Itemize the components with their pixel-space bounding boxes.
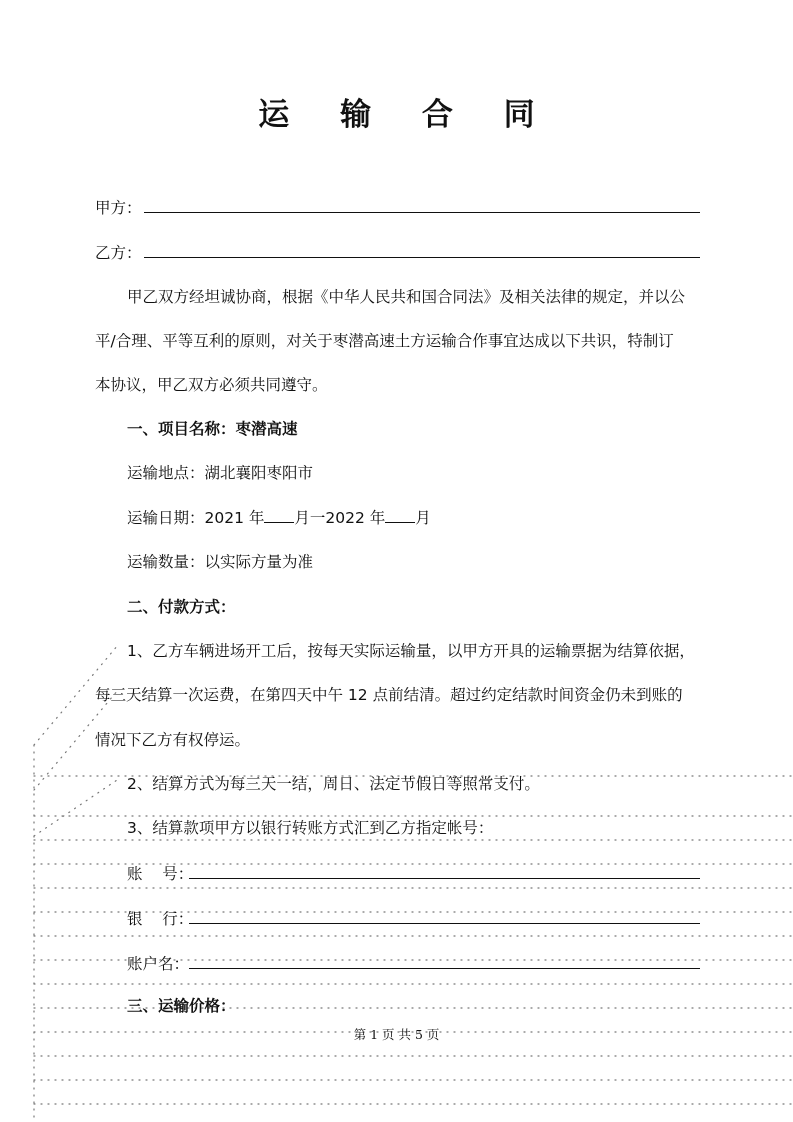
account-name-blank [189, 951, 700, 969]
payment-item-1-line-2: 每三天结算一次运费，在第四天中午 12 点前结清。超过约定结款时间资金仍未到账的 [95, 686, 683, 704]
party-b-blank [144, 240, 700, 258]
intro-line-3: 本协议，甲乙双方必须共同遵守。 [95, 376, 328, 394]
payment-item-3: 3、结算款项甲方以银行转账方式汇到乙方指定帐号： [127, 819, 494, 837]
party-a-label: 甲方： [95, 199, 142, 217]
page-number-footer: 第 1 页 共 5 页 [353, 1027, 440, 1042]
bank-blank [189, 906, 700, 924]
date-prefix: 运输日期：2021 年 [127, 509, 265, 527]
bank-label: 银 行： [127, 910, 194, 928]
month-blank-1 [264, 508, 294, 523]
intro-line-1: 甲乙双方经坦诚协商，根据《中华人民共和国合同法》及相关法律的规定，并以公 [127, 288, 686, 306]
transport-location: 运输地点：湖北襄阳枣阳市 [127, 464, 314, 482]
payment-item-2: 2、结算方式为每三天一结，周日、法定节假日等照常支付。 [127, 775, 540, 793]
payment-item-1-line-3: 情况下乙方有权停运。 [95, 731, 251, 749]
date-end: 月 [415, 509, 431, 527]
party-a-blank [144, 195, 700, 213]
transport-quantity: 运输数量：以实际方量为准 [127, 553, 314, 571]
party-b-row [95, 240, 700, 264]
party-a-row [95, 195, 700, 219]
account-number-row [127, 861, 700, 885]
section-2-heading: 二、付款方式： [127, 598, 236, 616]
account-number-blank [189, 861, 700, 879]
account-name-label: 账户名： [127, 955, 190, 973]
party-b-label: 乙方： [95, 244, 142, 262]
account-number-label: 账 号： [127, 865, 194, 883]
date-mid: 月一2022 年 [294, 509, 386, 527]
section-1-heading: 一、项目名称：枣潜高速 [127, 420, 298, 438]
contract-title: 运 输 合 同 [258, 97, 555, 133]
payment-item-1-line-1: 1、乙方车辆进场开工后，按每天实际运输量，以甲方开具的运输票据为结算依据， [127, 642, 695, 660]
month-blank-2 [385, 508, 415, 523]
transport-date [127, 507, 700, 529]
account-name-row [127, 951, 700, 975]
intro-line-2: 平/合理、平等互利的原则，对关于枣潜高速土方运输合作事宜达成以下共识，特制订 [95, 332, 674, 350]
section-3-heading: 三、运输价格： [127, 997, 236, 1015]
bank-row [127, 906, 700, 930]
